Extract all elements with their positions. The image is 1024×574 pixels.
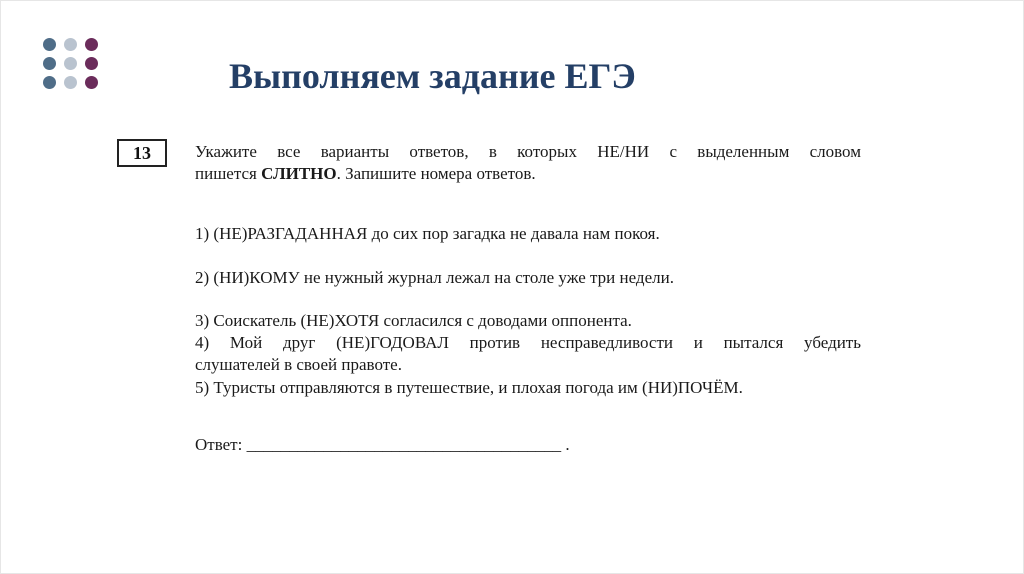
answer-label: Ответ:: [195, 435, 243, 454]
dot: [43, 76, 56, 89]
dot: [64, 38, 77, 51]
task-instruction: [195, 141, 861, 185]
answer-option-5: 5) Туристы отправляются в путешествие, и плохая погода им (НИ)ПОЧЁМ.: [195, 378, 743, 397]
answer-field: [195, 434, 861, 456]
instruction-text: пишется: [195, 164, 257, 183]
answer-option-4-line-2: слушателей в своей правоте.: [195, 355, 402, 374]
dot: [43, 38, 56, 51]
answer-option-3: 3) Соискатель (НЕ)ХОТЯ согласился с доводами оппонента.: [195, 311, 632, 330]
page-title: Выполняем задание ЕГЭ: [229, 56, 636, 96]
instruction-line-2: [195, 163, 861, 185]
answer-option-2: 2) (НИ)КОМУ не нужный журнал лежал на столе уже три недели.: [195, 268, 674, 287]
dot: [64, 57, 77, 70]
answer-option-4: [195, 332, 861, 376]
instruction-text-end: . Запишите номера ответов.: [336, 164, 536, 183]
answer-line: _____________________________________ .: [246, 435, 570, 454]
instruction-line-1: Укажите все варианты ответов, в которых НЕ/НИ с выделенным словом: [195, 142, 861, 161]
answer-option-4-line-1: 4) Мой друг (НЕ)ГОДОВАЛ против несправедливости и пытался убедить: [195, 333, 861, 352]
dot: [85, 57, 98, 70]
answer-option-1: 1) (НЕ)РАЗГАДАННАЯ до сих пор загадка не давала нам покоя.: [195, 224, 660, 243]
dot: [43, 57, 56, 70]
dot: [85, 76, 98, 89]
dot: [85, 38, 98, 51]
instruction-emphasis: СЛИТНО: [261, 164, 337, 183]
dot: [64, 76, 77, 89]
task-number-box: 13: [117, 139, 167, 167]
